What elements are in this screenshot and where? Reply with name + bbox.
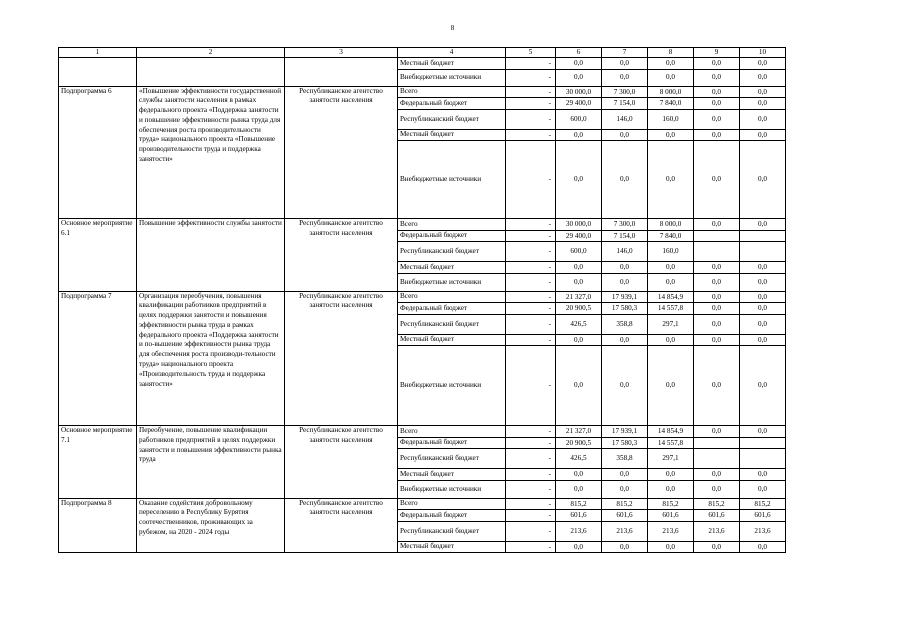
column-header-2: 2	[137, 48, 285, 58]
value-cell-col9: 0,0	[694, 141, 740, 219]
value-cell-col8: 0,0	[648, 262, 694, 274]
col5-cell: -	[506, 230, 556, 242]
value-cell-col10	[740, 437, 786, 449]
value-cell-col8: 14 557,8	[648, 303, 694, 315]
funding-source-cell: Местный бюджет	[398, 541, 506, 553]
column-header-9: 9	[694, 48, 740, 58]
value-cell-col6: 0,0	[556, 469, 602, 481]
executor-cell: Республиканское агентство занятости населения	[285, 219, 398, 292]
value-cell-col8: 213,6	[648, 521, 694, 541]
value-cell-col8: 14 557,8	[648, 437, 694, 449]
value-cell-col8: 0,0	[648, 541, 694, 553]
table-row	[59, 291, 786, 303]
value-cell-col10	[740, 242, 786, 262]
value-cell-col10: 0,0	[740, 426, 786, 438]
value-cell-col9: 0,0	[694, 273, 740, 291]
program-label-cell: Подпрограмма 8	[59, 498, 137, 553]
value-cell-col7: 0,0	[602, 129, 648, 141]
col5-cell: -	[506, 521, 556, 541]
value-cell-col10: 0,0	[740, 303, 786, 315]
col5-cell: -	[506, 314, 556, 334]
funding-source-cell: Всего	[398, 498, 506, 510]
value-cell-col10	[740, 230, 786, 242]
executor-cell: Республиканское агентство занятости населения	[285, 498, 398, 553]
value-cell-col9: 0,0	[694, 541, 740, 553]
funding-source-cell: Всего	[398, 219, 506, 231]
value-cell-col10: 0,0	[740, 69, 786, 86]
col5-cell: -	[506, 58, 556, 70]
value-cell-col10: 0,0	[740, 109, 786, 129]
value-cell-col10: 0,0	[740, 262, 786, 274]
value-cell-col9: 0,0	[694, 69, 740, 86]
value-cell-col8: 0,0	[648, 469, 694, 481]
value-cell-col9: 0,0	[694, 262, 740, 274]
value-cell-col9: 0,0	[694, 426, 740, 438]
value-cell-col7: 358,8	[602, 314, 648, 334]
col5-cell: -	[506, 480, 556, 498]
value-cell-col6: 20 900,5	[556, 437, 602, 449]
funding-source-cell: Всего	[398, 426, 506, 438]
value-cell-col7: 7 300,0	[602, 219, 648, 231]
value-cell-col8: 14 854,9	[648, 291, 694, 303]
value-cell-col7: 815,2	[602, 498, 648, 510]
program-name-cell: Организация переобучения, повышения квалификации работников предприятий в целях поддержки занятости и повышения эффективности рынка труда в рамках федерального проекта «Поддержка занятости и по-вышение эффективности рынка труда для обеспечения роста производи-тельности труда» национального проекта «Производительность труда и поддержка занятости»	[137, 291, 285, 426]
value-cell-col10: 0,0	[740, 541, 786, 553]
value-cell-col8: 0,0	[648, 334, 694, 346]
table-row	[59, 219, 786, 231]
value-cell-col8: 815,2	[648, 498, 694, 510]
col5-cell: -	[506, 242, 556, 262]
value-cell-col6: 0,0	[556, 69, 602, 86]
value-cell-col10: 0,0	[740, 346, 786, 426]
funding-source-cell: Местный бюджет	[398, 129, 506, 141]
value-cell-col9: 815,2	[694, 498, 740, 510]
program-label-cell: Подпрограмма 6	[59, 86, 137, 219]
col5-cell: -	[506, 98, 556, 110]
value-cell-col9	[694, 230, 740, 242]
funding-source-cell: Всего	[398, 86, 506, 98]
value-cell-col8: 0,0	[648, 141, 694, 219]
value-cell-col6: 30 000,0	[556, 86, 602, 98]
value-cell-col6: 815,2	[556, 498, 602, 510]
value-cell-col10: 0,0	[740, 469, 786, 481]
value-cell-col7: 358,8	[602, 449, 648, 469]
value-cell-col9	[694, 437, 740, 449]
value-cell-col8: 297,1	[648, 314, 694, 334]
value-cell-col6: 30 000,0	[556, 219, 602, 231]
value-cell-col8: 7 840,0	[648, 98, 694, 110]
col5-cell: -	[506, 273, 556, 291]
funding-source-cell: Местный бюджет	[398, 334, 506, 346]
col5-cell: -	[506, 449, 556, 469]
value-cell-col9: 0,0	[694, 109, 740, 129]
value-cell-col6: 0,0	[556, 541, 602, 553]
column-header-3: 3	[285, 48, 398, 58]
value-cell-col7: 7 300,0	[602, 86, 648, 98]
value-cell-col6: 0,0	[556, 480, 602, 498]
value-cell-col7: 0,0	[602, 69, 648, 86]
funding-source-cell: Всего	[398, 291, 506, 303]
value-cell-col8: 8 000,0	[648, 86, 694, 98]
value-cell-col9: 0,0	[694, 86, 740, 98]
funding-source-cell: Местный бюджет	[398, 58, 506, 70]
value-cell-col10: 0,0	[740, 98, 786, 110]
value-cell-col6: 0,0	[556, 58, 602, 70]
value-cell-col10: 0,0	[740, 314, 786, 334]
value-cell-col8: 297,1	[648, 449, 694, 469]
value-cell-col9	[694, 242, 740, 262]
value-cell-col9: 0,0	[694, 480, 740, 498]
value-cell-col8: 7 840,0	[648, 230, 694, 242]
value-cell-col10: 0,0	[740, 334, 786, 346]
header-row	[59, 48, 786, 58]
value-cell-col10: 601,6	[740, 510, 786, 522]
value-cell-col9: 0,0	[694, 303, 740, 315]
value-cell-col7: 146,0	[602, 109, 648, 129]
col5-cell: -	[506, 346, 556, 426]
value-cell-col10: 815,2	[740, 498, 786, 510]
value-cell-col10: 0,0	[740, 480, 786, 498]
value-cell-col9: 0,0	[694, 469, 740, 481]
table-row	[59, 498, 786, 510]
value-cell-col7: 0,0	[602, 141, 648, 219]
col5-cell: -	[506, 426, 556, 438]
empty-name-cell	[137, 58, 285, 87]
value-cell-col10: 0,0	[740, 141, 786, 219]
program-name-cell: «Повышение эффективности государственной службы занятости населения в рамках федерального проекта «Поддержка занятости и повышение эффективности рынка труда для обеспечения роста производительности труда» национального проекта «Повышение производительности труда и поддержка занятости»	[137, 86, 285, 219]
value-cell-col8: 0,0	[648, 58, 694, 70]
value-cell-col9: 213,6	[694, 521, 740, 541]
value-cell-col10	[740, 449, 786, 469]
value-cell-col6: 601,6	[556, 510, 602, 522]
empty-label-cell	[59, 58, 137, 87]
value-cell-col7: 0,0	[602, 334, 648, 346]
value-cell-col6: 20 900,5	[556, 303, 602, 315]
col5-cell: -	[506, 334, 556, 346]
value-cell-col8: 0,0	[648, 129, 694, 141]
funding-source-cell: Федеральный бюджет	[398, 303, 506, 315]
value-cell-col7: 0,0	[602, 346, 648, 426]
value-cell-col6: 600,0	[556, 109, 602, 129]
funding-source-cell: Федеральный бюджет	[398, 510, 506, 522]
col5-cell: -	[506, 86, 556, 98]
value-cell-col10: 0,0	[740, 219, 786, 231]
table-row	[59, 86, 786, 98]
value-cell-col6: 0,0	[556, 346, 602, 426]
program-name-cell: Переобучение, повышение квалификации работников предприятий в целях поддержки занятости и повышения эффективности рынка труда	[137, 426, 285, 499]
value-cell-col7: 0,0	[602, 273, 648, 291]
value-cell-col10: 0,0	[740, 273, 786, 291]
value-cell-col6: 0,0	[556, 129, 602, 141]
value-cell-col10: 0,0	[740, 291, 786, 303]
col5-cell: -	[506, 262, 556, 274]
page-number: 8	[450, 24, 455, 32]
col5-cell: -	[506, 129, 556, 141]
value-cell-col10: 213,6	[740, 521, 786, 541]
column-header-6: 6	[556, 48, 602, 58]
funding-source-cell: Внебюджетные источники	[398, 480, 506, 498]
value-cell-col7: 601,6	[602, 510, 648, 522]
column-header-8: 8	[648, 48, 694, 58]
value-cell-col6: 600,0	[556, 242, 602, 262]
value-cell-col6: 213,6	[556, 521, 602, 541]
funding-source-cell: Внебюджетные источники	[398, 141, 506, 219]
value-cell-col7: 17 580,3	[602, 437, 648, 449]
value-cell-col7: 17 580,3	[602, 303, 648, 315]
table-row	[59, 426, 786, 438]
executor-cell: Республиканское агентство занятости населения	[285, 426, 398, 499]
col5-cell: -	[506, 469, 556, 481]
funding-source-cell: Федеральный бюджет	[398, 98, 506, 110]
value-cell-col7: 17 939,1	[602, 291, 648, 303]
funding-source-cell: Республиканский бюджет	[398, 109, 506, 129]
value-cell-col8: 160,0	[648, 109, 694, 129]
executor-cell: Республиканское агентство занятости населения	[285, 291, 398, 426]
value-cell-col9: 0,0	[694, 129, 740, 141]
value-cell-col7: 0,0	[602, 262, 648, 274]
value-cell-col9: 0,0	[694, 334, 740, 346]
col5-cell: -	[506, 541, 556, 553]
column-header-1: 1	[59, 48, 137, 58]
value-cell-col7: 17 939,1	[602, 426, 648, 438]
funding-source-cell: Республиканский бюджет	[398, 242, 506, 262]
funding-source-cell: Местный бюджет	[398, 469, 506, 481]
executor-cell: Республиканское агентство занятости населения	[285, 86, 398, 219]
column-header-10: 10	[740, 48, 786, 58]
value-cell-col10: 0,0	[740, 129, 786, 141]
value-cell-col9: 0,0	[694, 346, 740, 426]
program-label-cell: Основное мероприятие 6.1	[59, 219, 137, 292]
value-cell-col9: 0,0	[694, 58, 740, 70]
value-cell-col8: 0,0	[648, 273, 694, 291]
value-cell-col9: 0,0	[694, 219, 740, 231]
funding-source-cell: Федеральный бюджет	[398, 437, 506, 449]
value-cell-col6: 426,5	[556, 449, 602, 469]
value-cell-col8: 0,0	[648, 480, 694, 498]
funding-source-cell: Федеральный бюджет	[398, 230, 506, 242]
program-name-cell: Оказание содействия добровольному переселению в Республику Бурятия соотечественников, проживающих за рубежом, на 2020 - 2024 годы	[137, 498, 285, 553]
value-cell-col7: 0,0	[602, 469, 648, 481]
value-cell-col6: 0,0	[556, 141, 602, 219]
value-cell-col10: 0,0	[740, 58, 786, 70]
program-label-cell: Подпрограмма 7	[59, 291, 137, 426]
funding-source-cell: Местный бюджет	[398, 262, 506, 274]
value-cell-col6: 0,0	[556, 262, 602, 274]
col5-cell: -	[506, 291, 556, 303]
value-cell-col8: 0,0	[648, 346, 694, 426]
value-cell-col9	[694, 449, 740, 469]
value-cell-col6: 0,0	[556, 334, 602, 346]
value-cell-col7: 0,0	[602, 541, 648, 553]
funding-source-cell: Республиканский бюджет	[398, 521, 506, 541]
program-name-cell: Повышение эффективности службы занятости	[137, 219, 285, 292]
value-cell-col9: 601,6	[694, 510, 740, 522]
col5-cell: -	[506, 498, 556, 510]
value-cell-col7: 146,0	[602, 242, 648, 262]
table-row	[59, 58, 786, 70]
value-cell-col8: 0,0	[648, 69, 694, 86]
value-cell-col9: 0,0	[694, 291, 740, 303]
value-cell-col9: 0,0	[694, 98, 740, 110]
budget-table	[58, 47, 786, 553]
col5-cell: -	[506, 437, 556, 449]
value-cell-col8: 14 854,9	[648, 426, 694, 438]
column-header-7: 7	[602, 48, 648, 58]
value-cell-col8: 8 000,0	[648, 219, 694, 231]
program-label-cell: Основное мероприятие 7.1	[59, 426, 137, 499]
value-cell-col6: 21 327,0	[556, 291, 602, 303]
value-cell-col7: 0,0	[602, 480, 648, 498]
col5-cell: -	[506, 109, 556, 129]
col5-cell: -	[506, 69, 556, 86]
value-cell-col6: 29 400,0	[556, 230, 602, 242]
value-cell-col8: 160,0	[648, 242, 694, 262]
funding-source-cell: Внебюджетные источники	[398, 69, 506, 86]
value-cell-col8: 601,6	[648, 510, 694, 522]
value-cell-col7: 7 154,0	[602, 230, 648, 242]
value-cell-col6: 21 327,0	[556, 426, 602, 438]
funding-source-cell: Республиканский бюджет	[398, 314, 506, 334]
funding-source-cell: Республиканский бюджет	[398, 449, 506, 469]
value-cell-col6: 0,0	[556, 273, 602, 291]
col5-cell: -	[506, 303, 556, 315]
value-cell-col7: 0,0	[602, 58, 648, 70]
value-cell-col10: 0,0	[740, 86, 786, 98]
col5-cell: -	[506, 219, 556, 231]
empty-executor-cell	[285, 58, 398, 87]
column-header-5: 5	[506, 48, 556, 58]
col5-cell: -	[506, 510, 556, 522]
value-cell-col7: 213,6	[602, 521, 648, 541]
funding-source-cell: Внебюджетные источники	[398, 273, 506, 291]
value-cell-col6: 29 400,0	[556, 98, 602, 110]
value-cell-col7: 7 154,0	[602, 98, 648, 110]
funding-source-cell: Внебюджетные источники	[398, 346, 506, 426]
column-header-4: 4	[398, 48, 506, 58]
value-cell-col9: 0,0	[694, 314, 740, 334]
col5-cell: -	[506, 141, 556, 219]
value-cell-col6: 426,5	[556, 314, 602, 334]
